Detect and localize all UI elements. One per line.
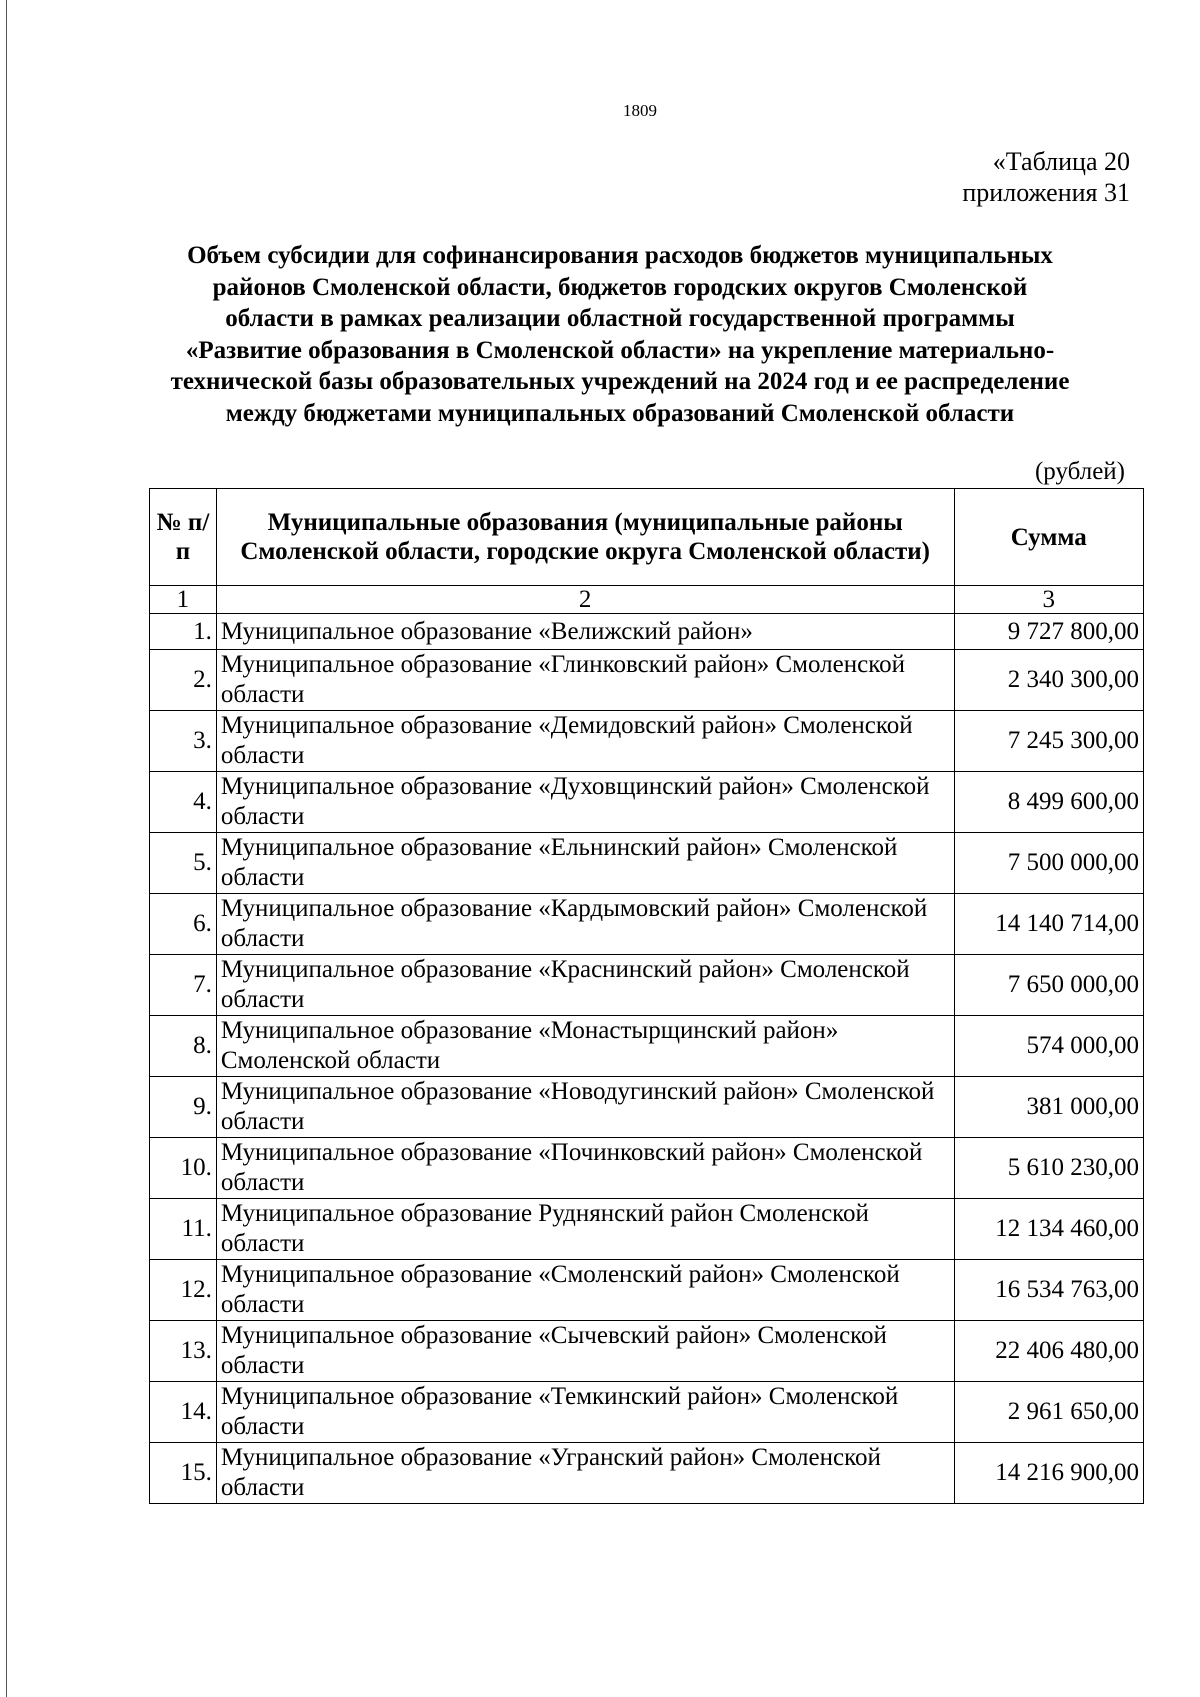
row-number: 8.	[150, 1016, 217, 1077]
subsidy-sum: 9 727 800,00	[954, 614, 1144, 650]
table-reference	[962, 146, 1130, 208]
municipality-name: Муниципальное образование «Глинковский район» Смоленской области	[216, 650, 954, 711]
page-number: 1809	[623, 101, 657, 120]
subsidy-sum: 574 000,00	[954, 1016, 1144, 1077]
subsidy-sum: 7 245 300,00	[954, 711, 1144, 772]
table-row	[150, 955, 1144, 1016]
table-header-row	[150, 489, 1144, 586]
column-index-row	[150, 586, 1144, 614]
column-index: 1	[150, 586, 217, 614]
row-number: 9.	[150, 1077, 217, 1138]
table-row	[150, 1016, 1144, 1077]
row-number: 11.	[150, 1199, 217, 1260]
table-row	[150, 614, 1144, 650]
document-title	[140, 240, 1100, 429]
municipality-name: Муниципальное образование «Починковский район» Смоленской области	[216, 1138, 954, 1199]
municipality-name: Муниципальное образование Руднянский район Смоленской области	[216, 1199, 954, 1260]
table-row	[150, 650, 1144, 711]
subsidy-sum: 16 534 763,00	[954, 1260, 1144, 1321]
column-index: 2	[216, 586, 954, 614]
scan-margin-line	[6, 0, 7, 1697]
table-row	[150, 1077, 1144, 1138]
row-number: 14.	[150, 1382, 217, 1443]
subsidy-sum: 12 134 460,00	[954, 1199, 1144, 1260]
municipality-name: Муниципальное образование «Ельнинский район» Смоленской области	[216, 833, 954, 894]
title-line: технической базы образовательных учреждений на 2024 год и ее распределение	[170, 368, 1070, 395]
header-municipality: Муниципальные образования (муниципальные районы Смоленской области, городские округа Смоленской области)	[216, 489, 954, 586]
municipality-name: Муниципальное образование «Смоленский район» Смоленской области	[216, 1260, 954, 1321]
subsidy-sum: 2 961 650,00	[954, 1382, 1144, 1443]
subsidy-sum: 14 216 900,00	[954, 1443, 1144, 1504]
units-label: (рублей)	[1034, 458, 1125, 485]
municipality-name: Муниципальное образование «Духовщинский район» Смоленской области	[216, 772, 954, 833]
subsidy-sum: 7 650 000,00	[954, 955, 1144, 1016]
title-line: области в рамках реализации областной государственной программы	[225, 305, 1015, 332]
municipality-name: Муниципальное образование «Темкинский район» Смоленской области	[216, 1382, 954, 1443]
row-number: 6.	[150, 894, 217, 955]
municipality-name: Муниципальное образование «Велижский район»	[216, 614, 954, 650]
header-sum: Сумма	[954, 489, 1144, 586]
subsidy-sum: 5 610 230,00	[954, 1138, 1144, 1199]
row-number: 13.	[150, 1321, 217, 1382]
row-number: 12.	[150, 1260, 217, 1321]
row-number: 2.	[150, 650, 217, 711]
table-row	[150, 1321, 1144, 1382]
title-line: «Развитие образования в Смоленской области» на укрепление материально-	[185, 336, 1055, 364]
municipality-name: Муниципальное образование «Новодугинский район» Смоленской области	[216, 1077, 954, 1138]
subsidy-sum: 381 000,00	[954, 1077, 1144, 1138]
subsidy-sum: 8 499 600,00	[954, 772, 1144, 833]
table-row	[150, 1382, 1144, 1443]
table-reference-line-2: приложения 31	[962, 178, 1130, 207]
row-number: 1.	[150, 614, 217, 650]
row-number: 3.	[150, 711, 217, 772]
row-number: 10.	[150, 1138, 217, 1199]
row-number: 15.	[150, 1443, 217, 1504]
table-row	[150, 711, 1144, 772]
municipality-name: Муниципальное образование «Кардымовский район» Смоленской области	[216, 894, 954, 955]
table-row	[150, 1260, 1144, 1321]
title-line: районов Смоленской области, бюджетов городских округов Смоленской	[212, 273, 1028, 301]
table-row	[150, 833, 1144, 894]
table-reference-line-1: «Таблица 20	[992, 147, 1130, 176]
row-number: 5.	[150, 833, 217, 894]
table-row	[150, 772, 1144, 833]
column-index: 3	[954, 586, 1144, 614]
row-number: 7.	[150, 955, 217, 1016]
table-row	[150, 1199, 1144, 1260]
table-row	[150, 1138, 1144, 1199]
header-number: № п/п	[150, 489, 217, 586]
subsidy-sum: 7 500 000,00	[954, 833, 1144, 894]
subsidy-table	[149, 488, 1144, 1504]
title-line: Объем субсидии для софинансирования расходов бюджетов муниципальных	[187, 242, 1053, 269]
municipality-name: Муниципальное образование «Демидовский район» Смоленской области	[216, 711, 954, 772]
municipality-name: Муниципальное образование «Угранский район» Смоленской области	[216, 1443, 954, 1504]
subsidy-sum: 2 340 300,00	[954, 650, 1144, 711]
title-line: между бюджетами муниципальных образований Смоленской области	[225, 399, 1015, 427]
subsidy-sum: 14 140 714,00	[954, 894, 1144, 955]
municipality-name: Муниципальное образование «Монастырщинский район» Смоленской области	[216, 1016, 954, 1077]
row-number: 4.	[150, 772, 217, 833]
table-row	[150, 1443, 1144, 1504]
municipality-name: Муниципальное образование «Сычевский район» Смоленской области	[216, 1321, 954, 1382]
municipality-name: Муниципальное образование «Краснинский район» Смоленской области	[216, 955, 954, 1016]
subsidy-sum: 22 406 480,00	[954, 1321, 1144, 1382]
table-row	[150, 894, 1144, 955]
